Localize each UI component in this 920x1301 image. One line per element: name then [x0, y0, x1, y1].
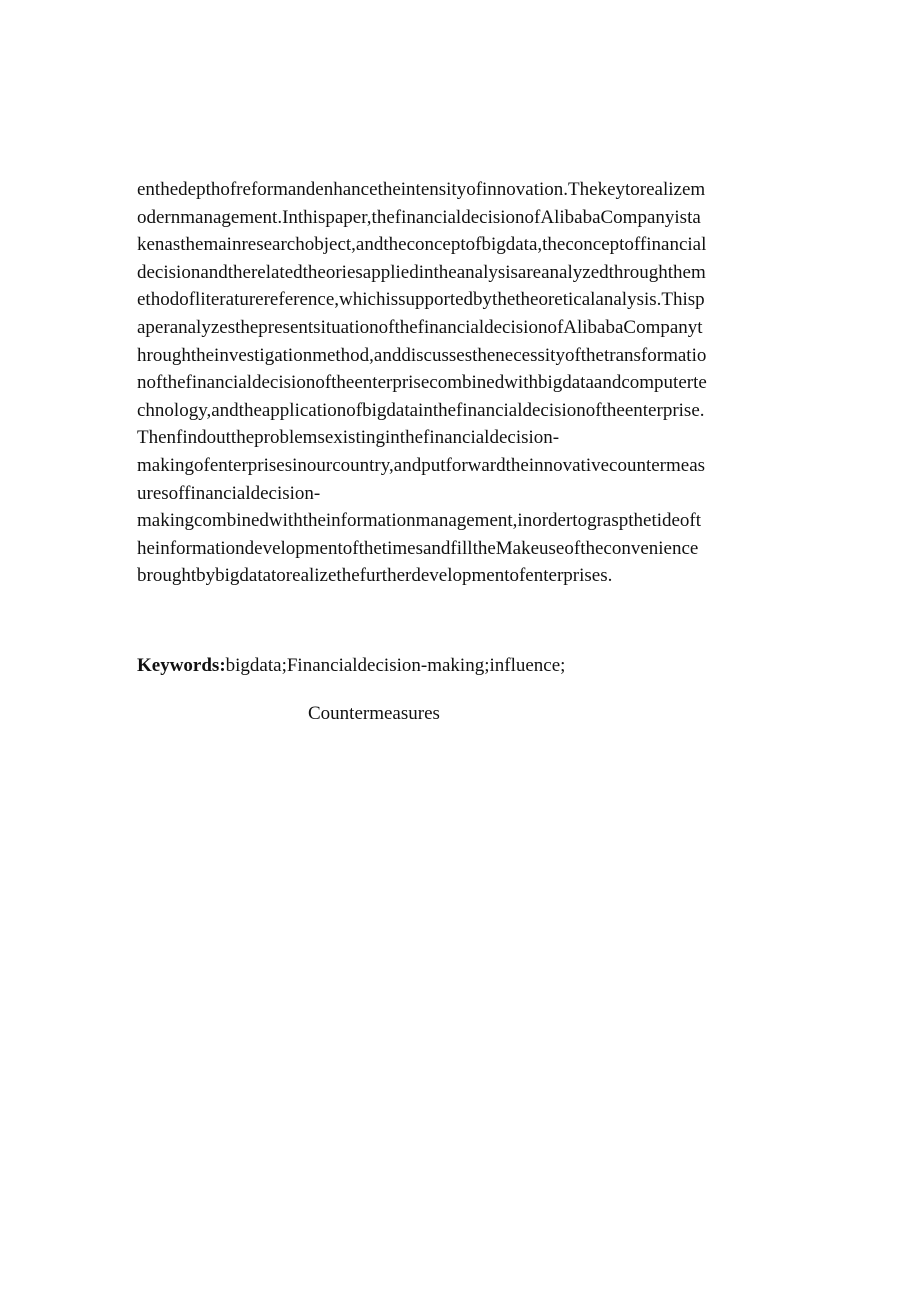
abstract-line: Thenfindouttheproblemsexistinginthefinancialdecision-: [137, 427, 560, 449]
keywords-label: Keywords:: [137, 655, 226, 676]
abstract-line: uresoffinancialdecision-: [137, 482, 321, 504]
abstract-line: kenasthemainresearchobject,andtheconceptofbigdata,theconceptoffinancial: [137, 234, 707, 256]
abstract-line: ethodofliteraturereference,whichissupportedbythetheoreticalanalysis.Thisp: [137, 289, 705, 311]
abstract-body: [137, 176, 797, 590]
abstract-line: chnology,andtheapplicationofbigdatainthefinancialdecisionoftheenterprise.: [137, 399, 705, 421]
abstract-line: aperanalyzesthepresentsituationofthefinancialdecisionofAlibabaCompanyt: [137, 316, 703, 338]
keywords-line: [137, 652, 565, 680]
abstract-line: makingofenterprisesinourcountry,andputforwardtheinnovativecountermeas: [137, 454, 706, 476]
abstract-line: odernmanagement.Inthispaper,thefinancialdecisionofAlibabaCompanyista: [137, 206, 701, 228]
abstract-line: makingcombinedwiththeinformationmanagement,inordertograspthetideoft: [137, 510, 702, 532]
abstract-line: enthedepthofreformandenhancetheintensityofinnovation.Thekeytorealizem: [137, 179, 706, 200]
abstract-line: heinformationdevelopmentofthetimesandfilltheMakeuseoftheconvenience: [137, 537, 699, 559]
abstract-line: broughtbybigdatatorealizethefurtherdevelopmentofenterprises.: [137, 565, 613, 587]
keyword-countermeasures: Countermeasures: [308, 703, 440, 724]
abstract-line: hroughtheinvestigationmethod,anddiscussesthenecessityofthetransformatio: [137, 344, 707, 366]
abstract-line: nofthefinancialdecisionoftheenterprisecombinedwithbigdataandcomputerte: [137, 372, 707, 394]
keywords-text: bigdata;Financialdecision-making;influence;: [225, 655, 566, 676]
abstract-line: decisionandtherelatedtheoriesappliedintheanalysisareanalyzedthroughthem: [137, 261, 706, 283]
